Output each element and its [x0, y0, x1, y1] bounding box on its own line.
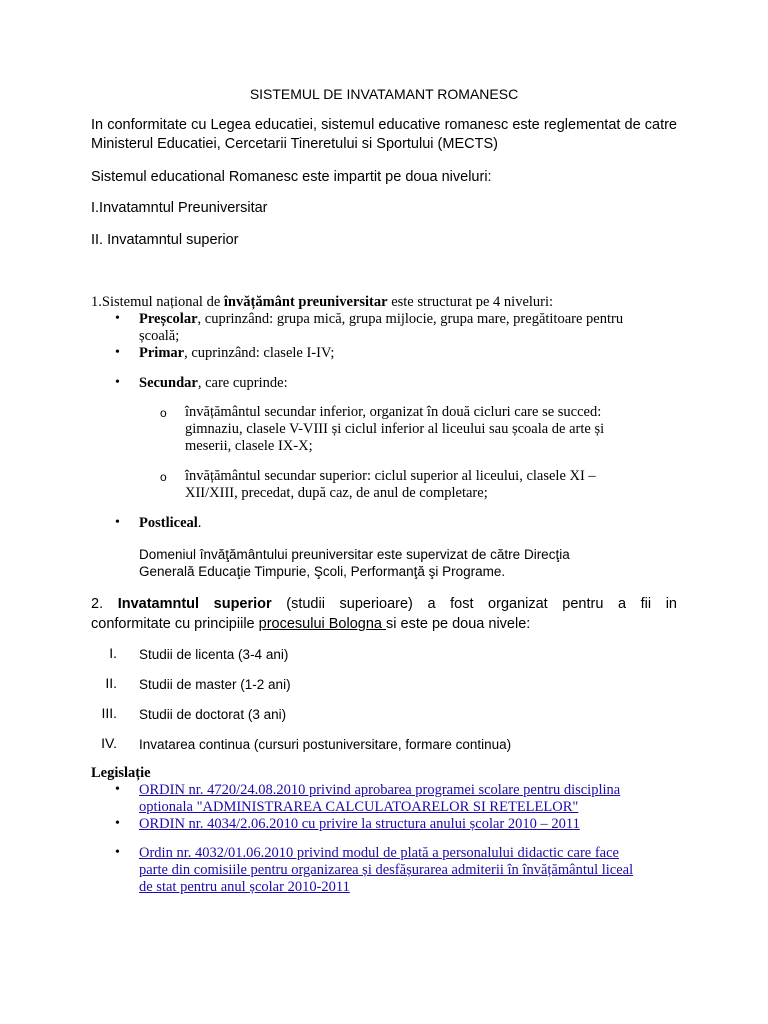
level-number: I. [109, 645, 117, 661]
ordin-4032-link-cont[interactable]: parte din comisiile pentru organizarea și desfășurarea admiterii în învățământul liceal [139, 862, 634, 878]
preuniversitar-intro-suffix: este structurat pe 4 niveluri: [387, 294, 554, 310]
list-item-text: , cuprinzând: clasele I-IV; [184, 345, 335, 361]
list-item-text: , cuprinzând: grupa mică, grupa mijlocie, grupa mare, pregătitoare pentru [197, 311, 624, 327]
preuniversitar-intro-bold: învățământ preuniversitar [223, 294, 388, 310]
supervision-line: Generală Educaţie Timpurie, Şcoli, Performanţă şi Programe. [139, 564, 506, 579]
sub-item-line: învățământul secundar inferior, organizat în două cicluri care se succed: [185, 404, 602, 420]
list-item-bold: Secundar [139, 375, 198, 391]
level-superior: II. Invatamntul superior [91, 232, 239, 248]
level-preuniversitar: I.Invatamntul Preuniversitar [91, 200, 268, 216]
legislatie-link-item [139, 782, 684, 816]
list-item-prescolar [139, 311, 679, 328]
preuniversitar-intro [91, 294, 553, 311]
superior-prefix: 2. [91, 596, 118, 612]
list-item-postliceal [139, 515, 201, 532]
list-item-secundar [139, 375, 288, 392]
ordin-4720-link[interactable]: ORDIN nr. 4720/24.08.2010 privind aprobarea programei scolare pentru disciplina [139, 782, 621, 798]
level-number: IV. [101, 735, 117, 751]
division-sentence: Sistemul educational Romanesc este impartit pe doua niveluri: [91, 169, 492, 185]
bullet-dot: • [115, 782, 120, 797]
ordin-4034-link[interactable]: ORDIN nr. 4034/2.06.2010 cu privire la structura anului școlar 2010 – 2011 [139, 816, 580, 832]
level-number: III. [101, 705, 117, 721]
bullet-dot: • [115, 311, 120, 326]
bullet-dot: • [115, 345, 120, 360]
list-item-text: , care cuprinde: [197, 375, 288, 391]
supervision-line: Domeniul învăţământului preuniversitar este supervizat de către Direcţia [139, 547, 570, 562]
legislatie-link-item [139, 816, 684, 833]
list-item-prescolar-cont: școală; [139, 328, 180, 344]
preuniversitar-intro-prefix: 1.Sistemul național de [91, 294, 224, 310]
legislatie-heading: Legislație [91, 765, 151, 781]
superior-line-2 [91, 614, 677, 634]
sub-item-line: învățământul secundar superior: ciclul superior al liceului, clasele XI – [185, 468, 596, 484]
superior-paragraph [91, 594, 677, 634]
bullet-dot: • [115, 515, 120, 530]
superior-text-a: (studii superioare) a fost organizat pentru a fii in [271, 596, 677, 612]
level-item-doctorat: Studii de doctorat (3 ani) [139, 707, 287, 722]
ordin-4720-link-cont[interactable]: optionala "ADMINISTRAREA CALCULATOARELOR SI RETELELOR" [139, 799, 579, 815]
list-item-primar [139, 345, 334, 362]
ordin-4032-link-cont[interactable]: de stat pentru anul școlar 2010-2011 [139, 879, 350, 895]
legislatie-link-item [139, 845, 684, 896]
list-item-bold: Primar [139, 345, 185, 361]
superior-text-b: conformitate cu principiile [91, 616, 259, 632]
supervision-text [139, 546, 570, 580]
sub-item-secundar-superior [185, 468, 685, 502]
level-item-master: Studii de master (1-2 ani) [139, 677, 291, 692]
bullet-dot: • [115, 816, 120, 831]
bullet-dot: • [115, 845, 120, 860]
sub-bullet-circle: o [160, 406, 167, 420]
list-item-text: . [197, 515, 202, 531]
sub-item-line: XII/XIII, precedat, după caz, de anul de completare; [185, 485, 488, 501]
list-item-bold: Postliceal [139, 515, 198, 531]
level-number: II. [105, 675, 117, 691]
level-item-continua: Invatarea continua (cursuri postuniversitare, formare continua) [139, 737, 512, 752]
level-item-licenta: Studii de licenta (3-4 ani) [139, 647, 289, 662]
bullet-dot: • [115, 375, 120, 390]
bologna-link[interactable]: procesului Bologna [258, 616, 387, 632]
superior-bold: Invatamntul superior [117, 596, 272, 612]
list-item-bold: Preșcolar [139, 311, 198, 327]
sub-item-line: meserii, clasele IX-X; [185, 438, 313, 454]
superior-line-1 [91, 594, 677, 614]
sub-item-secundar-inferior [185, 404, 685, 455]
intro-paragraph: In conformitate cu Legea educatiei, sistemul educative romanesc este reglementat de catre Ministerul Educatiei, Cercetarii Tineretului si Sportului (MECTS) [91, 117, 677, 152]
ordin-4032-link[interactable]: Ordin nr. 4032/01.06.2010 privind modul de plată a personalului didactic care face [139, 845, 619, 861]
sub-item-line: gimnaziu, clasele V-VIII și ciclul inferior al liceului sau școala de arte și [185, 421, 605, 437]
superior-text-c: si este pe doua nivele: [386, 616, 531, 632]
document-title: SISTEMUL DE INVATAMANT ROMANESC [249, 86, 519, 102]
sub-bullet-circle: o [160, 470, 167, 484]
